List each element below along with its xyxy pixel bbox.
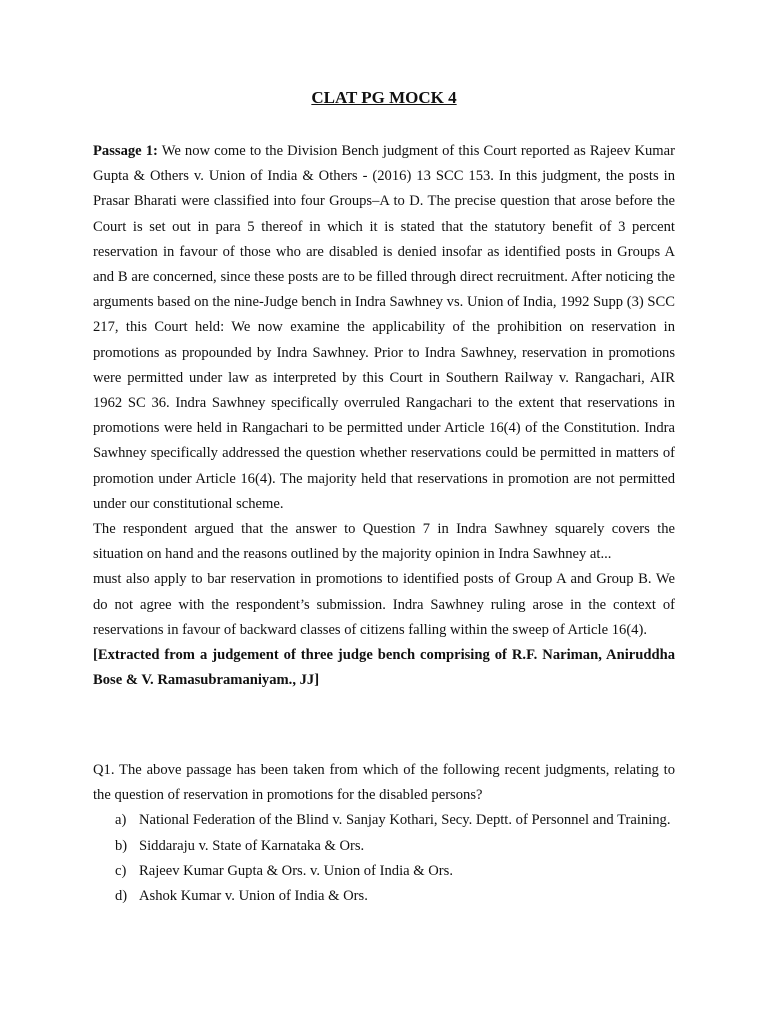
question-text: Q1. The above passage has been taken from which of the following recent judgments, relating to the question of reservation in promotions for the disabled persons? (93, 762, 675, 804)
option-text: Rajeev Kumar Gupta & Ors. v. Union of India & Ors. (139, 862, 453, 879)
passage-label: Passage 1: (93, 143, 158, 159)
passage-paragraph-1-text: We now come to the Division Bench judgment of this Court reported as Rajeev Kumar Gupta & Others v. Union of India & Others - (2016) 13 SCC 153. In this judgment, the posts in Prasar Bharati were classified into four Groups–A to D. The precise question that arose before the Court is set out in para 5 thereof in which it is stated that the statutory benefit of 3 percent reservation in favour of those who are disabled is denied insofar as identified posts in Groups A and B are concerned, since these posts are to be filled through direct recruitment. After noticing the arguments based on the nine-Judge bench in Indra Sawhney vs. Union of India, 1992 Supp (3) SCC 217, this Court held: We now examine the applicability of the prohibition on reservation in promotions as propounded by Indra Sawhney. Prior to Indra Sawhney, reservation in promotions were permitted under law as interpreted by this Court in Southern Railway v. Rangachari, AIR 1962 SC 36. Indra Sawhney specifically overruled Rangachari to the extent that reservations in promotions were held in Rangachari to be permitted under Article 16(4) of the Constitution. Indra Sawhney specifically addressed the question whether reservations could be permitted in matters of promotion under Article 16(4). The majority held that reservations in promotion are not permitted under our constitutional scheme. (93, 143, 675, 512)
option-letter: b) (115, 837, 128, 854)
option-d (93, 884, 675, 909)
answer-options (93, 808, 675, 909)
option-letter: a) (115, 812, 127, 829)
passage-paragraph-3: must also apply to bar reservation in promotions to identified posts of Group A and Group B. We do not agree with the respondent’s submission. Indra Sawhney ruling arose in the context of reservations in favour of backward classes of citizens falling within the sweep of Article 16(4). (93, 571, 675, 638)
option-text: National Federation of the Blind v. Sanjay Kothari, Secy. Deptt. of Personnel and Training. (139, 812, 671, 829)
option-a (93, 808, 675, 833)
option-letter: d) (115, 888, 128, 905)
passage-paragraph-2: The respondent argued that the answer to Question 7 in Indra Sawhney squarely covers the situation on hand and the reasons outlined by the majority opinion in Indra Sawhney at... (93, 521, 675, 563)
option-b (93, 834, 675, 859)
passage-source: [Extracted from a judgement of three judge bench comprising of R.F. Nariman, Aniruddha Bose & V. Ramasubramaniyam., JJ] (93, 647, 675, 689)
option-text: Siddaraju v. State of Karnataka & Ors. (139, 837, 365, 854)
question-block (93, 758, 675, 909)
option-letter: c) (115, 862, 127, 879)
option-text: Ashok Kumar v. Union of India & Ors. (139, 888, 368, 905)
passage-paragraph-1 (93, 139, 675, 517)
page-title: CLAT PG MOCK 4 (311, 88, 457, 107)
option-c (93, 859, 675, 884)
passage-block (93, 139, 675, 693)
